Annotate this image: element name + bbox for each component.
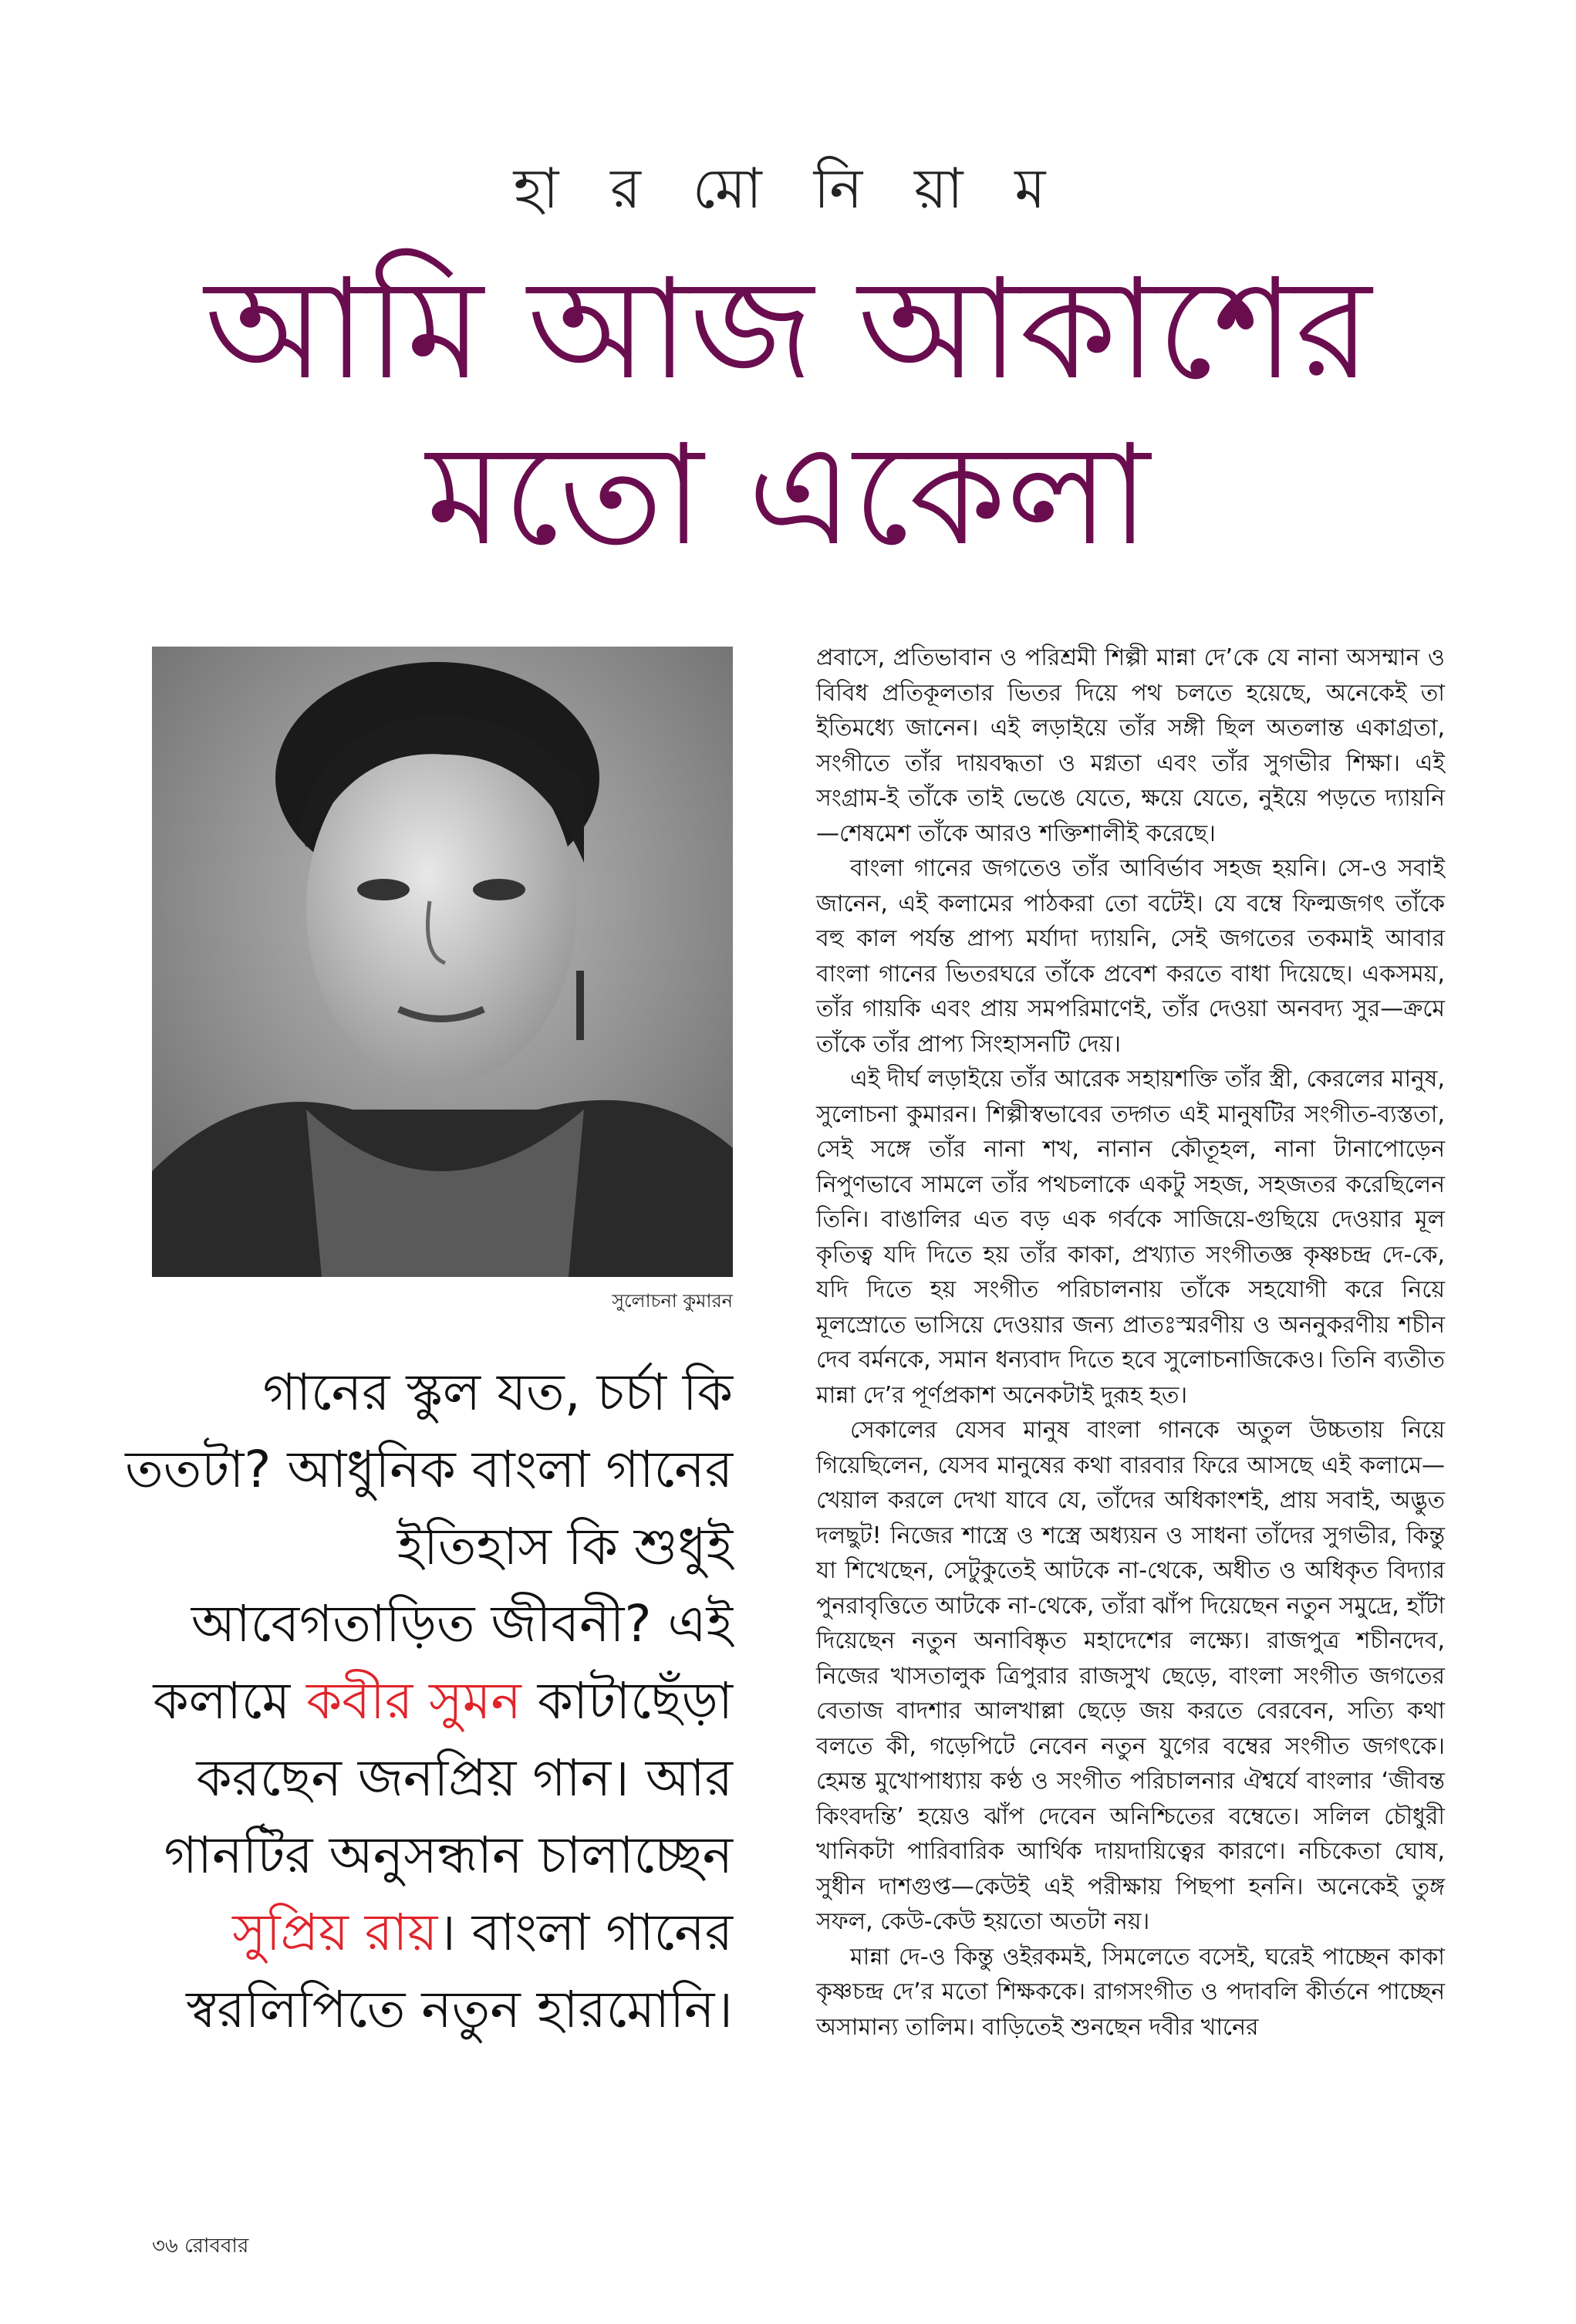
portrait-photo [152,647,733,1277]
body-paragraph: এই দীর্ঘ লড়াইয়ে তাঁর আরেক সহায়শক্তি তাঁর স্ত্রী, কেরলের মানুষ, সুলোচনা কুমারন। শিল্পীস্বভাবের তদ্গত এই মানুষটির সংগীত-ব্যস্ততা, সেই সঙ্গে তাঁর নানা শখ, নানান কৌতূহল, নানা টানাপোড়েন নিপুণভাবে সামলে তাঁর পথচলাকে একটু সহজ, সহজতর করেছিলেন তিনি। বাঙালির এত বড় এক গর্বকে সাজিয়ে-গুছিয়ে দেওয়ার মূল কৃতিত্ব যদি দিতে হয় তাঁর কাকা, প্রখ্যাত সংগীতজ্ঞ কৃষ্ণচন্দ্র দে-কে, যদি দিতে হয় সংগীত পরিচালনায় তাঁকে সহযোগী করে নিয়ে মূলস্রোতে ভাসিয়ে দেওয়ার জন্য প্রাতঃস্মরণীয় ও অননুকরণীয় শচীন দেব বর্মনকে, সমান ধন্যবাদ দিতে হবে সুলোচনাজিকেও। তিনি ব্যতীত মান্না দে’র পূর্ণপ্রকাশ অনেকটাই দুরূহ হত। [816,1066,1445,1409]
body-paragraph: মান্না দে-ও কিন্তু ওইরকমই, সিমলেতে বসেই, ঘরেই পাচ্ছেন কাকা কৃষ্ণচন্দ্র দে’র মতো শিক্ষককে। রাগসংগীত ও পদাবলি কীর্তনে পাচ্ছেন অসামান্য তালিম। বাড়িতেই শুনছেন দবীর খানের [816,1943,1445,2041]
title-line-2: মতো একেলা [426,415,1150,576]
deck-text-3: । বাংলা গানের স্বরলিপিতে নতুন হারমোনি। [186,1903,733,2039]
body-paragraph: বাংলা গানের জগতেও তাঁর আবির্ভাব সহজ হয়নি। সে-ও সবাই জানেন, এই কলামের পাঠকরা তো বটেই। যে বম্বে ফিল্মজগৎ তাঁকে বহু কাল পর্যন্ত প্রাপ্য মর্যাদা দ্যায়নি, সেই জগতের তকমাই আবার বাংলা গানের ভিতরঘরে তাঁকে প্রবেশ করতে বাধা দিয়েছে। একসময়, তাঁর গায়কি এবং প্রায় সমপরিমাণেই, তাঁর দেওয়া অনবদ্য সুর—ক্রমে তাঁকে তাঁর প্রাপ্য সিংহাসনটি দেয়। [816,855,1445,1058]
section-kicker: হা র মো নি য়া ম [513,156,1063,221]
photo-caption: সুলোচনা কুমারন [612,1290,733,1312]
deck-text-2: কাটাছেঁড়া করছেন জনপ্রিয় গান। আর গানটির অনুসন্ধান চালাচ্ছেন [164,1671,733,1885]
title-line-1: আমি আজ আকাশের [204,249,1372,410]
article-deck [116,1354,733,2049]
body-paragraph: সেকালের যেসব মানুষ বাংলা গানকে অতুল উচ্চতায় নিয়ে গিয়েছিলেন, যেসব মানুষের কথা বারবার ফিরে আসছে এই কলামে—খেয়াল করলে দেখা যাবে যে, তাঁদের অধিকাংশই, প্রায় সবাই, অদ্ভুত দলছুট! নিজের শাস্ত্রে ও শস্ত্রে অধ্যয়ন ও সাধনা তাঁদের সুগভীর, কিন্তু যা শিখেছেন, সেটুকুতেই আটকে না-থেকে, অধীত ও অধিকৃত বিদ্যার পুনরাবৃত্তিতে আটকে না-থেকে, তাঁরা ঝাঁপ দিয়েছেন নতুন সমুদ্রে, হাঁটা দিয়েছেন নতুন অনাবিষ্কৃত মহাদেশের লক্ষ্যে। রাজপুত্র শচীনদেব, নিজের খাসতালুক ত্রিপুরার রাজসুখ ছেড়ে, বাংলা সংগীত জগতের বেতাজ বাদশার আলখাল্লা ছেড়ে জয় করতে বেরবেন, সত্যি কথা বলতে কী, গড়েপিটে নেবেন নতুন যুগের বম্বের সংগীত জগৎকে। হেমন্ত মুখোপাধ্যায় কণ্ঠ ও সংগীত পরিচালনার ঐশ্বর্যে বাংলার ‘জীবন্ত কিংবদন্তি’ হয়েও ঝাঁপ দেবেন অনিশ্চিতের বম্বেতে। সলিল চৌধুরী খানিকটা পারিবারিক আর্থিক দায়দায়িত্বের কারণে। নচিকেতা ঘোষ, সুধীন দাশগুপ্ত—কেউই এই পরীক্ষায় পিছপা হননি। অনেকেই তুঙ্গ সফল, কেউ-কেউ হয়তো অতটা নয়। [816,1417,1445,1935]
page-footer [152,2230,248,2264]
portrait-image [152,647,733,1277]
page-number: ৩৬ [152,2234,178,2258]
author-name: কবীর সুমন [306,1671,521,1731]
deck-text-1: গানের স্কুল যত, চর্চা কি ততটা? আধুনিক বাংলা গানের ইতিহাস কি শুধুই আবেগতাড়িত জীবনী? এই কলামে [125,1363,733,1731]
article-body [816,640,1445,2045]
body-paragraph: প্রবাসে, প্রতিভাবান ও পরিশ্রমী শিল্পী মান্না দে’কে যে নানা অসম্মান ও বিবিধ প্রতিকূলতার ভিতর দিয়ে পথ চলতে হয়েছে, অনেকেই তা ইতিমধ্যে জানেন। এই লড়াইয়ে তাঁর সঙ্গী ছিল অতলান্ত একাগ্রতা, সংগীতে তাঁর দায়বদ্ধতা ও মগ্নতা এবং তাঁর সুগভীর শিক্ষা। এই সংগ্রাম-ই তাঁকে তাই ভেঙে যেতে, ক্ষয়ে যেতে, নুইয়ে পড়তে দ্যায়নি—শেষমেশ তাঁকে আরও শক্তিশালীই করেছে। [816,644,1445,847]
magazine-name: রোববার [184,2234,249,2258]
researcher-name: সুপ্রিয় রায় [232,1903,438,1962]
article-title [0,247,1576,579]
